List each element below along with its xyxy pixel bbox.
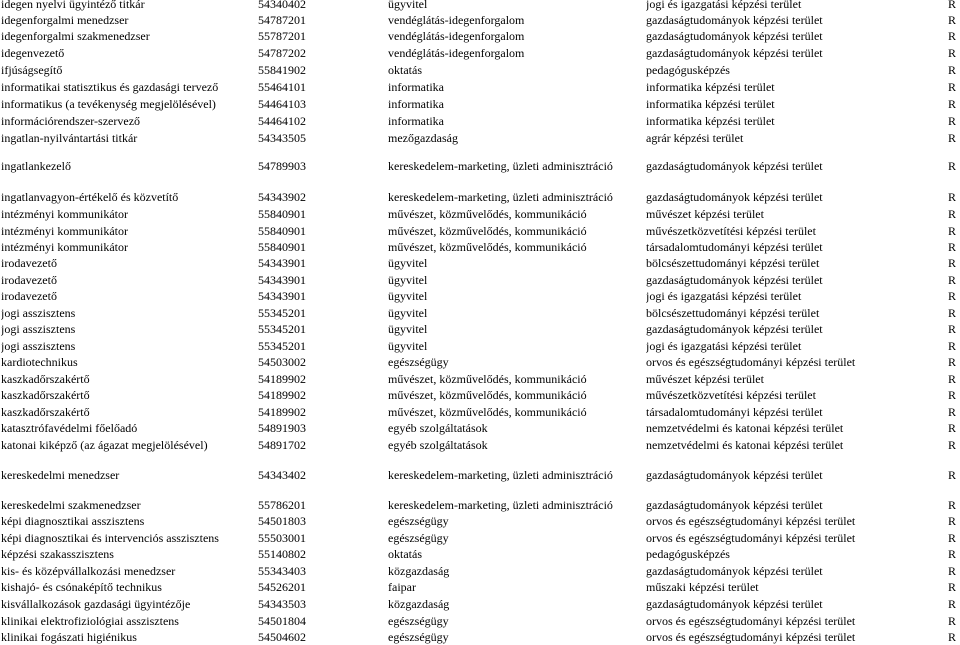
training-field: gazdaságtudományok képzési terület <box>646 273 823 287</box>
sector: vendéglátás-idegenforgalom <box>388 13 525 27</box>
table-row <box>0 288 960 304</box>
table-row <box>0 338 960 354</box>
occupation-code: 54891702 <box>258 438 306 452</box>
occupation-code: 55140802 <box>258 547 306 561</box>
occupation-code: 55787201 <box>258 29 306 43</box>
occupation-code: 54464103 <box>258 97 306 111</box>
status-flag: R <box>948 597 957 611</box>
occupation-name: irodavezető <box>1 256 57 270</box>
sector: ügyvitel <box>388 0 428 11</box>
status-flag: R <box>948 256 957 270</box>
occupation-code: 54343901 <box>258 289 306 303</box>
occupation-code: 55345201 <box>258 306 306 320</box>
occupation-code: 54343402 <box>258 468 306 482</box>
table-row <box>0 371 960 387</box>
sector: informatika <box>388 80 444 94</box>
training-field: orvos és egészségtudományi képzési terület <box>646 614 856 628</box>
training-field: gazdaságtudományok képzési terület <box>646 13 823 27</box>
sector: egészségügy <box>388 630 449 644</box>
occupation-name: kis- és középvállalkozási menedzser <box>1 564 176 578</box>
table-row <box>0 12 960 28</box>
occupation-name: képi diagnosztikai asszisztens <box>1 514 145 528</box>
sector: informatika <box>388 97 444 111</box>
occupation-name: ingatlankezelő <box>1 159 71 173</box>
occupation-name: klinikai fogászati higiénikus <box>1 630 137 644</box>
occupation-code: 54787202 <box>258 46 306 60</box>
table-row <box>0 530 960 546</box>
sector: kereskedelem-marketing, üzleti adminisztráció <box>388 159 613 173</box>
occupation-code: 55841902 <box>258 63 306 77</box>
status-flag: R <box>948 80 957 94</box>
occupation-name: informatikus (a tevékenység megjelölésével) <box>1 97 216 111</box>
training-field: művészet képzési terület <box>646 207 764 221</box>
training-field: gazdaságtudományok képzési terület <box>646 159 823 173</box>
status-flag: R <box>948 580 957 594</box>
sector: vendéglátás-idegenforgalom <box>388 29 525 43</box>
sector: kereskedelem-marketing, üzleti adminisztráció <box>388 190 613 204</box>
training-field: jogi és igazgatási képzési terület <box>646 289 802 303</box>
training-field: társadalomtudományi képzési terület <box>646 240 823 254</box>
training-field: orvos és egészségtudományi képzési terület <box>646 355 856 369</box>
sector: kereskedelem-marketing, üzleti adminisztráció <box>388 498 613 512</box>
table-row <box>0 130 960 146</box>
training-field: jogi és igazgatási képzési terület <box>646 339 802 353</box>
status-flag: R <box>948 564 957 578</box>
occupation-name: kishajó- és csónaképítő technikus <box>1 580 162 594</box>
sector: egészségügy <box>388 531 449 545</box>
table-row <box>0 497 960 513</box>
status-flag: R <box>948 405 957 419</box>
status-flag: R <box>948 372 957 386</box>
sector: vendéglátás-idegenforgalom <box>388 46 525 60</box>
sector: oktatás <box>388 547 422 561</box>
occupation-name: kereskedelmi szakmenedzser <box>1 498 141 512</box>
sector: művészet, közművelődés, kommunikáció <box>388 405 587 419</box>
occupation-name: jogi asszisztens <box>1 322 76 336</box>
sector: ügyvitel <box>388 273 428 287</box>
status-flag: R <box>948 240 957 254</box>
table-row <box>0 28 960 44</box>
training-field: agrár képzési terület <box>646 131 744 145</box>
status-flag: R <box>948 630 957 644</box>
status-flag: R <box>948 355 957 369</box>
occupation-code: 54189902 <box>258 388 306 402</box>
table-row <box>0 79 960 95</box>
occupation-name: intézményi kommunikátor <box>1 240 128 254</box>
table-row <box>0 563 960 579</box>
status-flag: R <box>948 468 957 482</box>
training-field: gazdaságtudományok képzési terület <box>646 498 823 512</box>
status-flag: R <box>948 114 957 128</box>
status-flag: R <box>948 322 957 336</box>
table-row <box>0 272 960 288</box>
occupation-code: 55786201 <box>258 498 306 512</box>
occupation-code: 54189902 <box>258 372 306 386</box>
table-row <box>0 113 960 129</box>
table-row <box>0 387 960 403</box>
training-field: gazdaságtudományok képzési terület <box>646 322 823 336</box>
occupation-name: idegenvezető <box>1 46 65 60</box>
training-field: gazdaságtudományok képzési terület <box>646 564 823 578</box>
sector: egyéb szolgáltatások <box>388 438 488 452</box>
occupation-name: jogi asszisztens <box>1 306 76 320</box>
table-row <box>0 45 960 61</box>
training-field: orvos és egészségtudományi képzési terület <box>646 514 856 528</box>
occupation-name: klinikai elektrofiziológiai asszisztens <box>1 614 179 628</box>
sector: művészet, közművelődés, kommunikáció <box>388 240 587 254</box>
sector: egészségügy <box>388 614 449 628</box>
occupation-name: ingatlanvagyon-értékelő és közvetítő <box>1 190 179 204</box>
occupation-code: 54501804 <box>258 614 306 628</box>
occupation-code: 54343503 <box>258 597 306 611</box>
occupation-code: 54343901 <box>258 273 306 287</box>
training-field: informatika képzési terület <box>646 80 775 94</box>
training-field: bölcsészettudományi képzési terület <box>646 256 820 270</box>
status-flag: R <box>948 498 957 512</box>
occupation-code: 55503001 <box>258 531 306 545</box>
sector: ügyvitel <box>388 256 428 270</box>
occupation-code: 54343901 <box>258 256 306 270</box>
occupation-code: 55345201 <box>258 322 306 336</box>
sector: művészet, közművelődés, kommunikáció <box>388 388 587 402</box>
sector: informatika <box>388 114 444 128</box>
occupation-code: 54343902 <box>258 190 306 204</box>
training-field: műszaki képzési terület <box>646 580 759 594</box>
status-flag: R <box>948 97 957 111</box>
status-flag: R <box>948 273 957 287</box>
occupation-name: kardiotechnikus <box>1 355 78 369</box>
table-row <box>0 546 960 562</box>
status-flag: R <box>948 514 957 528</box>
table-row <box>0 62 960 78</box>
occupation-code: 54343505 <box>258 131 306 145</box>
table-row <box>0 437 960 453</box>
occupation-code: 55840901 <box>258 240 306 254</box>
training-field: társadalomtudományi képzési terület <box>646 405 823 419</box>
status-flag: R <box>948 0 957 11</box>
training-field: gazdaságtudományok képzési terület <box>646 597 823 611</box>
status-flag: R <box>948 388 957 402</box>
occupation-code: 54501803 <box>258 514 306 528</box>
table-row <box>0 158 960 174</box>
occupation-code: 55464101 <box>258 80 306 94</box>
occupation-name: irodavezető <box>1 289 57 303</box>
table-row <box>0 189 960 205</box>
status-flag: R <box>948 438 957 452</box>
sector: közgazdaság <box>388 597 450 611</box>
occupation-name: kereskedelmi menedzser <box>1 468 120 482</box>
occupation-code: 54189902 <box>258 405 306 419</box>
training-field: művészet képzési terület <box>646 372 764 386</box>
occupation-code: 54787201 <box>258 13 306 27</box>
training-field: informatika képzési terület <box>646 114 775 128</box>
occupation-code: 54526201 <box>258 580 306 594</box>
training-field: művészetközvetítési képzési terület <box>646 224 816 238</box>
occupation-code: 54891903 <box>258 421 306 435</box>
occupation-name: idegenforgalmi szakmenedzser <box>1 29 150 43</box>
status-flag: R <box>948 289 957 303</box>
sector: oktatás <box>388 63 422 77</box>
occupation-name: katasztrófavédelmi főelőadó <box>1 421 138 435</box>
sector: kereskedelem-marketing, üzleti adminisztráció <box>388 468 613 482</box>
occupation-code: 54464102 <box>258 114 306 128</box>
training-field: gazdaságtudományok képzési terület <box>646 29 823 43</box>
training-field: informatika képzési terület <box>646 97 775 111</box>
sector: egyéb szolgáltatások <box>388 421 488 435</box>
table-row <box>0 613 960 629</box>
table-row <box>0 96 960 112</box>
occupation-code: 55345201 <box>258 339 306 353</box>
occupation-name: informatikai statisztikus és gazdasági tervező <box>1 80 219 94</box>
occupation-name: intézményi kommunikátor <box>1 207 128 221</box>
status-flag: R <box>948 547 957 561</box>
occupation-name: idegenforgalmi menedzser <box>1 13 129 27</box>
training-field: pedagógusképzés <box>646 547 730 561</box>
sector: egészségügy <box>388 514 449 528</box>
training-field: bölcsészettudományi képzési terület <box>646 306 820 320</box>
sector: ügyvitel <box>388 339 428 353</box>
table-row <box>0 513 960 529</box>
training-field: gazdaságtudományok képzési terület <box>646 46 823 60</box>
status-flag: R <box>948 614 957 628</box>
table-row <box>0 354 960 370</box>
status-flag: R <box>948 131 957 145</box>
occupation-name: idegen nyelvi ügyintéző titkár <box>1 0 145 11</box>
status-flag: R <box>948 46 957 60</box>
table-row <box>0 239 960 255</box>
training-field: orvos és egészségtudományi képzési terület <box>646 630 856 644</box>
sector: művészet, közművelődés, kommunikáció <box>388 207 587 221</box>
status-flag: R <box>948 63 957 77</box>
status-flag: R <box>948 531 957 545</box>
status-flag: R <box>948 339 957 353</box>
training-field: gazdaságtudományok képzési terület <box>646 468 823 482</box>
sector: ügyvitel <box>388 289 428 303</box>
occupation-name: képzési szakasszisztens <box>1 547 114 561</box>
training-field: gazdaságtudományok képzési terület <box>646 190 823 204</box>
occupation-name: jogi asszisztens <box>1 339 76 353</box>
sector: közgazdaság <box>388 564 450 578</box>
training-field: nemzetvédelmi és katonai képzési terület <box>646 438 844 452</box>
occupation-name: kaszkadőrszakértő <box>1 372 90 386</box>
occupation-code: 54789903 <box>258 159 306 173</box>
occupation-name: irodavezető <box>1 273 57 287</box>
training-field: orvos és egészségtudományi képzési terület <box>646 531 856 545</box>
table-row <box>0 255 960 271</box>
training-field: pedagógusképzés <box>646 63 730 77</box>
status-flag: R <box>948 306 957 320</box>
table-row <box>0 206 960 222</box>
occupation-name: kaszkadőrszakértő <box>1 405 90 419</box>
occupation-code: 54340402 <box>258 0 306 11</box>
status-flag: R <box>948 190 957 204</box>
status-flag: R <box>948 29 957 43</box>
occupation-code: 54503002 <box>258 355 306 369</box>
status-flag: R <box>948 421 957 435</box>
table-row <box>0 404 960 420</box>
table-row <box>0 223 960 239</box>
status-flag: R <box>948 207 957 221</box>
training-field: nemzetvédelmi és katonai képzési terület <box>646 421 844 435</box>
status-flag: R <box>948 13 957 27</box>
sector: ügyvitel <box>388 322 428 336</box>
sector: művészet, közművelődés, kommunikáció <box>388 372 587 386</box>
occupation-name: katonai kiképző (az ágazat megjelölésével) <box>1 438 208 452</box>
occupation-code: 54504602 <box>258 630 306 644</box>
occupation-name: ingatlan-nyilvántartási titkár <box>1 131 138 145</box>
status-flag: R <box>948 224 957 238</box>
table-row <box>0 420 960 436</box>
occupation-name: intézményi kommunikátor <box>1 224 128 238</box>
table-row <box>0 0 960 12</box>
status-flag: R <box>948 159 957 173</box>
occupation-name: ifjúságsegítő <box>1 63 63 77</box>
table-row <box>0 629 960 645</box>
sector: egészségügy <box>388 355 449 369</box>
table-row <box>0 305 960 321</box>
training-field: jogi és igazgatási képzési terület <box>646 0 802 11</box>
sector: művészet, közművelődés, kommunikáció <box>388 224 587 238</box>
occupation-code: 55343403 <box>258 564 306 578</box>
occupation-name: képi diagnosztikai és intervenciós asszisztens <box>1 531 219 545</box>
sector: faipar <box>388 580 416 594</box>
occupation-code: 55840901 <box>258 207 306 221</box>
table-row <box>0 596 960 612</box>
table-row <box>0 467 960 483</box>
sector: mezőgazdaság <box>388 131 458 145</box>
table-row <box>0 579 960 595</box>
sector: ügyvitel <box>388 306 428 320</box>
training-field: művészetközvetítési képzési terület <box>646 388 816 402</box>
occupation-name: kisvállalkozások gazdasági ügyintézője <box>1 597 191 611</box>
occupation-code: 55840901 <box>258 224 306 238</box>
occupation-name: kaszkadőrszakértő <box>1 388 90 402</box>
occupation-name: információrendszer-szervező <box>1 114 141 128</box>
table-row <box>0 321 960 337</box>
